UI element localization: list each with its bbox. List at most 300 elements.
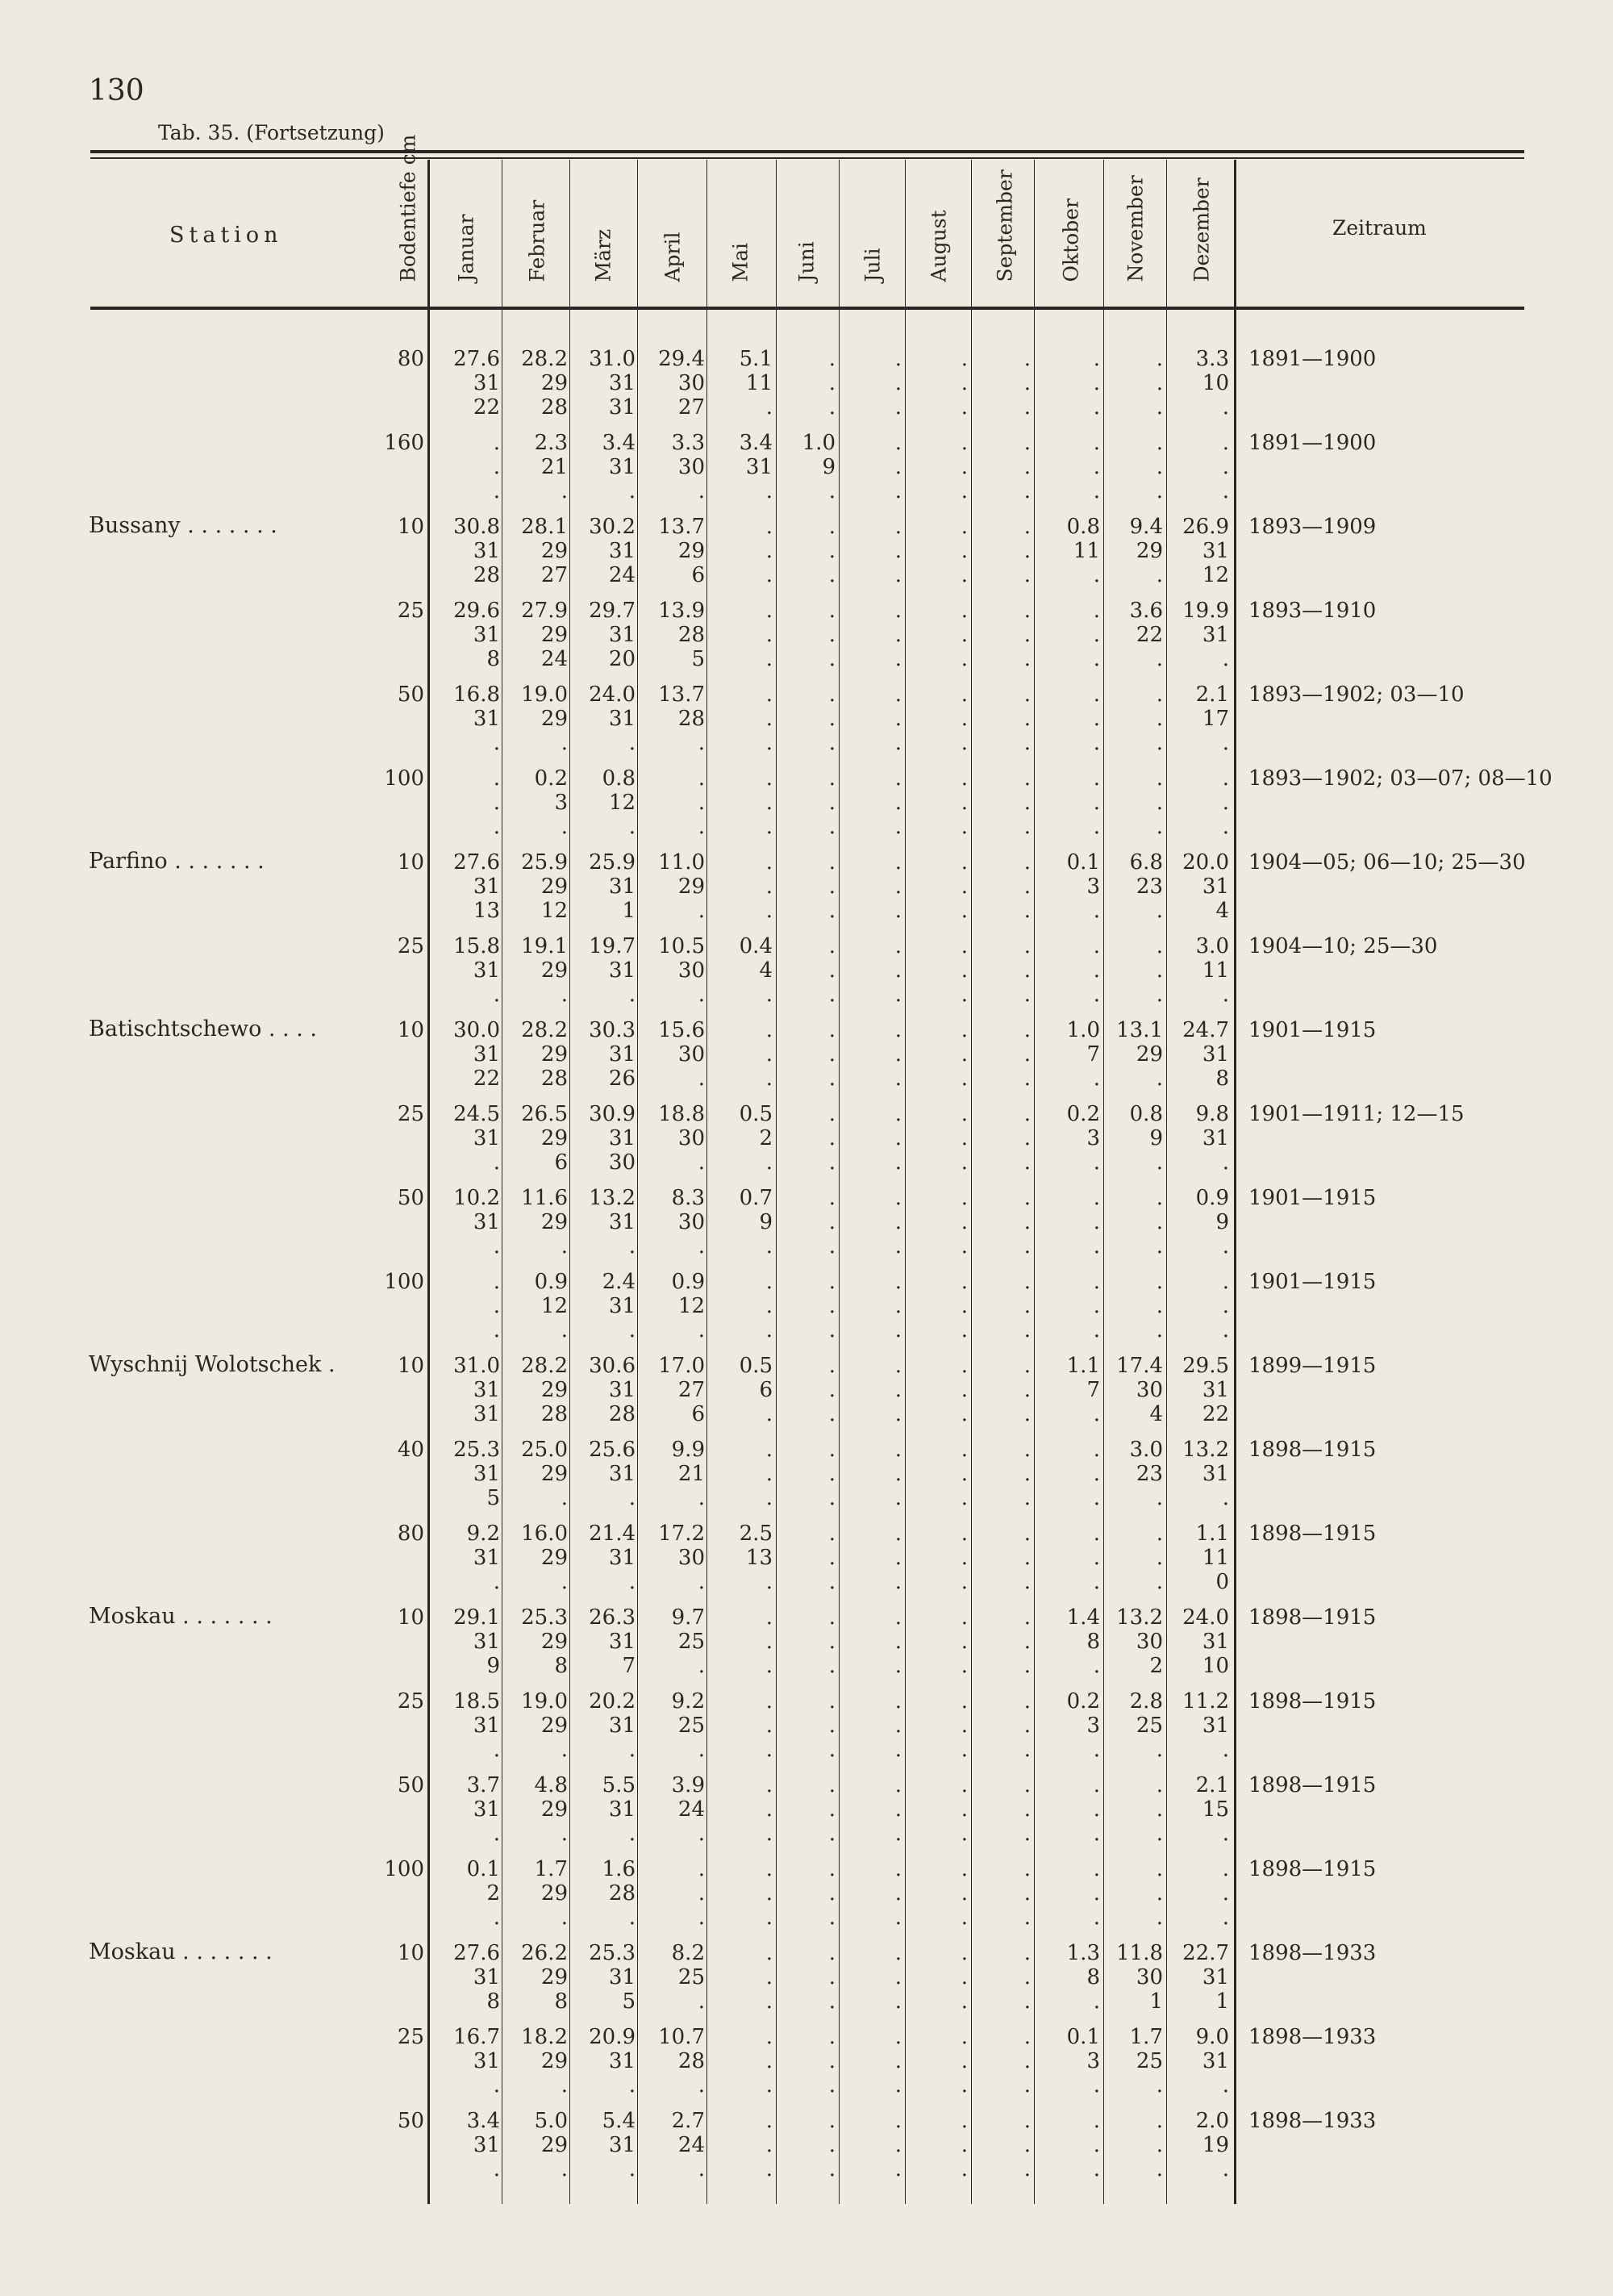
period-value: 1898—1933 (1248, 1941, 1377, 1965)
table-cell: . (1023, 683, 1031, 707)
header-month (857, 160, 889, 305)
header-month (1055, 160, 1087, 305)
table-cell: 6.8 (1129, 850, 1163, 875)
table-cell: . (1093, 1486, 1100, 1510)
table-cell: . (1093, 1654, 1100, 1678)
table-cell: 3 (554, 791, 568, 815)
table-cell: 9.0 (1195, 2025, 1229, 2049)
table-cell: . (961, 1402, 968, 1426)
table-cell: . (765, 1773, 773, 1797)
table-cell: 5 (691, 647, 705, 671)
table-cell: 0.1 (466, 1857, 500, 1881)
table-cell: . (765, 731, 773, 755)
table-cell: . (961, 815, 968, 839)
table-cell: 31 (1202, 875, 1229, 899)
station-name: Moskau . . . . . . . (89, 1939, 273, 1964)
table-cell: . (894, 2133, 902, 2157)
table-cell: . (894, 563, 902, 587)
table-cell: . (1156, 1773, 1163, 1797)
table-cell: . (894, 2073, 902, 2098)
table-cell: . (1156, 766, 1163, 791)
table-cell: . (1156, 731, 1163, 755)
table-cell: . (961, 1714, 968, 1738)
table-cell: . (1023, 395, 1031, 420)
table-cell: . (828, 815, 836, 839)
table-cell: . (894, 1941, 902, 1965)
table-cell: . (1023, 515, 1031, 539)
table-cell: . (765, 2025, 773, 2049)
table-cell: 27 (540, 563, 568, 587)
table-cell: 26.3 (589, 1605, 636, 1630)
table-cell: . (765, 1067, 773, 1091)
table-cell: 21 (677, 1462, 705, 1486)
table-cell: . (698, 1822, 705, 1846)
table-cell: . (894, 1150, 902, 1175)
table-cell: . (1093, 395, 1100, 420)
table-cell: . (894, 683, 902, 707)
table-cell: 31 (608, 1546, 636, 1570)
table-cell: . (894, 599, 902, 623)
table-cell: 31 (1202, 1714, 1229, 1738)
table-cell: . (894, 2049, 902, 2073)
table-cell: . (828, 647, 836, 671)
table-cell: 3 (1086, 2049, 1100, 2073)
table-cell: 31 (608, 707, 636, 731)
table-cell: . (828, 1018, 836, 1042)
table-cell: . (1023, 707, 1031, 731)
table-cell: . (765, 1689, 773, 1714)
table-cell: 16.7 (453, 2025, 500, 2049)
table-cell: 2 (486, 1881, 500, 1906)
table-cell: . (828, 1738, 836, 1762)
table-cell: 16.0 (521, 1522, 568, 1546)
table-cell: . (765, 1042, 773, 1067)
table-cell: . (493, 455, 500, 479)
table-cell: 29 (1136, 1042, 1163, 1067)
table-cell: 10 (1202, 1654, 1229, 1678)
table-cell: . (894, 1773, 902, 1797)
table-cell: 31 (1202, 1126, 1229, 1150)
table-cell: . (828, 850, 836, 875)
table-cell: . (961, 1989, 968, 2014)
table-cell: . (828, 539, 836, 563)
table-cell: 0.8 (1129, 1102, 1163, 1126)
table-cell: 25 (677, 1965, 705, 1989)
table-cell: . (493, 731, 500, 755)
depth-value: 25 (397, 2025, 424, 2049)
table-cell: . (894, 766, 902, 791)
table-cell: 11 (1202, 958, 1229, 983)
table-cell: 15.8 (453, 934, 500, 958)
period-value: 1904—10; 25—30 (1248, 934, 1438, 958)
table-cell: . (765, 1906, 773, 1930)
table-cell: . (828, 1126, 836, 1150)
table-cell: 31 (473, 1126, 500, 1150)
table-cell: . (828, 1965, 836, 1989)
header-label: August (927, 210, 951, 282)
table-cell: 25 (677, 1714, 705, 1738)
table-cell: . (1156, 1186, 1163, 1210)
table-cell: 23 (1136, 1462, 1163, 1486)
table-cell: . (561, 731, 568, 755)
table-cell: . (961, 1941, 968, 1965)
table-cell: . (698, 1906, 705, 1930)
table-cell: . (1023, 1797, 1031, 1822)
table-cell: . (1023, 2157, 1031, 2181)
table-cell: 7 (1086, 1378, 1100, 1402)
table-cell: . (828, 479, 836, 503)
table-cell: 22 (1202, 1402, 1229, 1426)
table-cell: . (1023, 347, 1031, 371)
table-cell: 28 (677, 2049, 705, 2073)
table-cell: . (765, 791, 773, 815)
table-cell: . (894, 371, 902, 395)
table-cell: . (1093, 1522, 1100, 1546)
period-value: 1893—1902; 03—10 (1248, 683, 1465, 707)
table-cell: 31 (1202, 539, 1229, 563)
table-cell: . (961, 766, 968, 791)
table-cell: 30 (677, 1042, 705, 1067)
table-cell: . (961, 1522, 968, 1546)
header-label: Mai (728, 243, 752, 282)
table-cell: . (894, 479, 902, 503)
table-cell: 2.5 (739, 1522, 773, 1546)
table-cell: . (961, 2157, 968, 2181)
period-value: 1893—1910 (1248, 599, 1377, 623)
period-value: 1901—1915 (1248, 1018, 1377, 1042)
table-cell: 3.4 (466, 2109, 500, 2133)
period-value: 1901—1911; 12—15 (1248, 1102, 1465, 1126)
table-cell: 30 (677, 1546, 705, 1570)
table-cell: . (1222, 647, 1229, 671)
table-cell: 31 (473, 1797, 500, 1822)
table-cell: 10.2 (453, 1186, 500, 1210)
table-cell: 15.6 (658, 1018, 705, 1042)
table-cell: 15 (1202, 1797, 1229, 1822)
table-cell: . (765, 1150, 773, 1175)
table-cell: 26.2 (521, 1941, 568, 1965)
header-month (656, 160, 689, 305)
table-cell: 29.1 (453, 1605, 500, 1630)
table-cell: . (1023, 766, 1031, 791)
table-cell: 19.9 (1182, 599, 1229, 623)
table-cell: 31 (473, 707, 500, 731)
table-cell: . (765, 875, 773, 899)
table-cell: . (1156, 2133, 1163, 2157)
table-cell: . (894, 1989, 902, 2014)
table-cell: . (828, 1378, 836, 1402)
table-cell: 0.5 (739, 1354, 773, 1378)
table-cell: . (828, 347, 836, 371)
table-cell: . (894, 1738, 902, 1762)
table-cell: . (1156, 1522, 1163, 1546)
table-cell: 21.4 (589, 1522, 636, 1546)
table-cell: . (1023, 1067, 1031, 1091)
table-cell: . (1156, 1486, 1163, 1510)
table-cell: 13.2 (589, 1186, 636, 1210)
header-month (1119, 160, 1152, 305)
table-cell: . (698, 815, 705, 839)
table-cell: 1.7 (1129, 2025, 1163, 2049)
table-cell: . (698, 1857, 705, 1881)
table-cell: . (961, 983, 968, 1007)
table-cell: . (1023, 731, 1031, 755)
table-cell: . (1093, 1150, 1100, 1175)
table-cell: . (828, 1941, 836, 1965)
depth-value: 10 (397, 1354, 424, 1378)
table-cell: . (828, 731, 836, 755)
column-divider (1166, 160, 1167, 2204)
table-cell: . (1023, 1186, 1031, 1210)
table-cell: 9.2 (466, 1522, 500, 1546)
table-cell: . (1222, 1881, 1229, 1906)
depth-value: 25 (397, 1102, 424, 1126)
table-cell: . (698, 1989, 705, 2014)
table-cell: . (1093, 1234, 1100, 1259)
table-cell: . (1023, 1605, 1031, 1630)
table-cell: . (894, 1126, 902, 1150)
table-cell: . (698, 2073, 705, 2098)
table-cell: . (1156, 707, 1163, 731)
table-cell: . (961, 371, 968, 395)
column-divider-period (1234, 160, 1236, 2204)
table-cell: . (628, 2157, 636, 2181)
table-cell: 12 (540, 899, 568, 923)
table-cell: 19.1 (521, 934, 568, 958)
table-cell: . (1093, 1881, 1100, 1906)
table-cell: 1.4 (1066, 1605, 1100, 1630)
table-cell: . (1093, 1989, 1100, 2014)
table-cell: . (1222, 731, 1229, 755)
table-cell: . (765, 2109, 773, 2133)
table-cell: . (961, 2109, 968, 2133)
table-cell: 31 (608, 539, 636, 563)
table-cell: . (1023, 1965, 1031, 1989)
table-cell: 28 (540, 1402, 568, 1426)
table-cell: . (628, 1570, 636, 1594)
table-cell: 29 (540, 2133, 568, 2157)
table-cell: 17.0 (658, 1354, 705, 1378)
table-cell: . (961, 1186, 968, 1210)
table-cell: . (1156, 431, 1163, 455)
table-cell: 7 (1086, 1042, 1100, 1067)
table-cell: . (1222, 1857, 1229, 1881)
table-cell: 1 (622, 899, 636, 923)
table-cell: 31 (473, 875, 500, 899)
table-cell: . (493, 479, 500, 503)
table-cell: . (894, 1654, 902, 1678)
table-cell: . (894, 958, 902, 983)
table-cell: . (961, 791, 968, 815)
header-month (790, 160, 823, 305)
table-cell: 29 (540, 1797, 568, 1822)
table-cell: . (828, 1270, 836, 1294)
table-cell: 29 (540, 623, 568, 647)
table-cell: 0.2 (1066, 1689, 1100, 1714)
table-cell: 3.3 (671, 431, 705, 455)
table-cell: 31 (608, 2049, 636, 2073)
table-cell: . (765, 1486, 773, 1510)
period-value: 1891—1900 (1248, 347, 1377, 371)
table-cell: . (1093, 1438, 1100, 1462)
table-cell: 29 (540, 1042, 568, 1067)
table-cell: 27.6 (453, 1941, 500, 1965)
table-cell: . (628, 731, 636, 755)
table-cell: . (828, 1605, 836, 1630)
header-month (724, 160, 756, 305)
table-cell: 3 (1086, 875, 1100, 899)
table-cell: 31 (473, 371, 500, 395)
table-cell: 29 (540, 958, 568, 983)
table-cell: . (1156, 815, 1163, 839)
table-cell: . (894, 875, 902, 899)
depth-value: 10 (397, 1605, 424, 1630)
period-value: 1899—1915 (1248, 1354, 1377, 1378)
table-cell: 3 (1086, 1714, 1100, 1738)
table-cell: 1.7 (534, 1857, 568, 1881)
table-cell: 31 (1202, 1630, 1229, 1654)
table-cell: 6 (691, 563, 705, 587)
table-cell: . (1093, 563, 1100, 587)
table-cell: . (628, 1822, 636, 1846)
table-cell: . (1093, 2157, 1100, 2181)
header-label: Dezember (1190, 177, 1214, 282)
table-cell: . (561, 2073, 568, 2098)
table-cell: . (1093, 599, 1100, 623)
table-cell: . (828, 958, 836, 983)
table-cell: 28 (677, 707, 705, 731)
table-cell: 31 (608, 1126, 636, 1150)
table-cell: . (961, 1294, 968, 1318)
table-cell: . (1023, 815, 1031, 839)
table-cell: 0.9 (534, 1270, 568, 1294)
table-cell: . (765, 1989, 773, 2014)
table-cell: 0 (1215, 1570, 1229, 1594)
table-cell: . (961, 1797, 968, 1822)
table-cell: 28 (540, 395, 568, 420)
table-cell: 3.0 (1129, 1438, 1163, 1462)
table-cell: . (1222, 479, 1229, 503)
table-cell: . (561, 1906, 568, 1930)
period-value: 1898—1915 (1248, 1857, 1377, 1881)
table-cell: 13.7 (658, 683, 705, 707)
table-cell: . (493, 1822, 500, 1846)
table-cell: . (1023, 791, 1031, 815)
table-cell: . (698, 899, 705, 923)
table-cell: . (765, 647, 773, 671)
table-cell: . (1023, 1378, 1031, 1402)
table-cell: . (765, 1857, 773, 1881)
table-cell: 12 (608, 791, 636, 815)
table-cell: . (698, 1234, 705, 1259)
table-cell: 9 (486, 1654, 500, 1678)
table-cell: . (828, 1822, 836, 1846)
table-cell: . (1023, 623, 1031, 647)
table-cell: 9 (822, 455, 836, 479)
table-cell: . (1156, 563, 1163, 587)
depth-value: 100 (384, 1857, 424, 1881)
table-cell: . (961, 1067, 968, 1091)
table-cell: . (1023, 1906, 1031, 1930)
table-cell: 27 (677, 395, 705, 420)
table-cell: . (961, 515, 968, 539)
table-cell: . (828, 1522, 836, 1546)
table-cell: 31 (608, 1714, 636, 1738)
table-cell: . (765, 1822, 773, 1846)
table-cell: 3.9 (671, 1773, 705, 1797)
table-cell: . (1156, 455, 1163, 479)
table-cell: 30.0 (453, 1018, 500, 1042)
table-cell: . (828, 2133, 836, 2157)
table-cell: . (1093, 1546, 1100, 1570)
table-cell: 1.1 (1066, 1354, 1100, 1378)
table-cell: 28 (608, 1881, 636, 1906)
table-cell: . (828, 599, 836, 623)
table-cell: . (894, 395, 902, 420)
table-cell: 11.6 (521, 1186, 568, 1210)
table-cell: 28.2 (521, 1354, 568, 1378)
table-cell: 29 (540, 1881, 568, 1906)
table-cell: . (765, 707, 773, 731)
table-cell: . (894, 431, 902, 455)
table-cell: . (961, 1630, 968, 1654)
table-cell: . (894, 1881, 902, 1906)
table-cell: . (961, 539, 968, 563)
depth-value: 10 (397, 1941, 424, 1965)
table-cell: 25.9 (521, 850, 568, 875)
table-cell: 31.0 (453, 1354, 500, 1378)
table-cell: 22.7 (1182, 1941, 1229, 1965)
table-cell: . (1156, 1318, 1163, 1342)
table-cell: . (1093, 731, 1100, 755)
table-cell: 9.9 (671, 1438, 705, 1462)
table-cell: . (493, 431, 500, 455)
table-cell: 5.0 (534, 2109, 568, 2133)
table-cell: 31 (608, 623, 636, 647)
table-cell: . (961, 599, 968, 623)
table-cell: 6 (759, 1378, 773, 1402)
depth-value: 80 (397, 1522, 424, 1546)
table-cell: . (1156, 1234, 1163, 1259)
table-cell: 10.5 (658, 934, 705, 958)
table-cell: 25.3 (521, 1605, 568, 1630)
table-cell: . (1093, 1270, 1100, 1294)
table-cell: . (1093, 371, 1100, 395)
table-cell: . (1023, 2109, 1031, 2133)
table-cell: . (1156, 1294, 1163, 1318)
table-cell: 1.0 (1066, 1018, 1100, 1042)
table-cell: . (493, 1738, 500, 1762)
table-cell: 24 (540, 647, 568, 671)
period-value: 1898—1915 (1248, 1605, 1377, 1630)
table-cell: 26.9 (1182, 515, 1229, 539)
table-cell: . (561, 1486, 568, 1510)
table-cell: . (1093, 1067, 1100, 1091)
table-cell: 31 (745, 455, 773, 479)
table-cell: 11.8 (1116, 1941, 1163, 1965)
table-cell: 30 (1136, 1630, 1163, 1654)
table-cell: . (828, 1354, 836, 1378)
table-cell: . (894, 1438, 902, 1462)
table-cell: . (1023, 850, 1031, 875)
table-cell: 2.0 (1195, 2109, 1229, 2133)
table-cell: . (961, 479, 968, 503)
header-month (1186, 160, 1218, 305)
table-cell: 2.7 (671, 2109, 705, 2133)
table-cell: . (1023, 1522, 1031, 1546)
table-cell: . (894, 1378, 902, 1402)
table-cell: . (961, 455, 968, 479)
